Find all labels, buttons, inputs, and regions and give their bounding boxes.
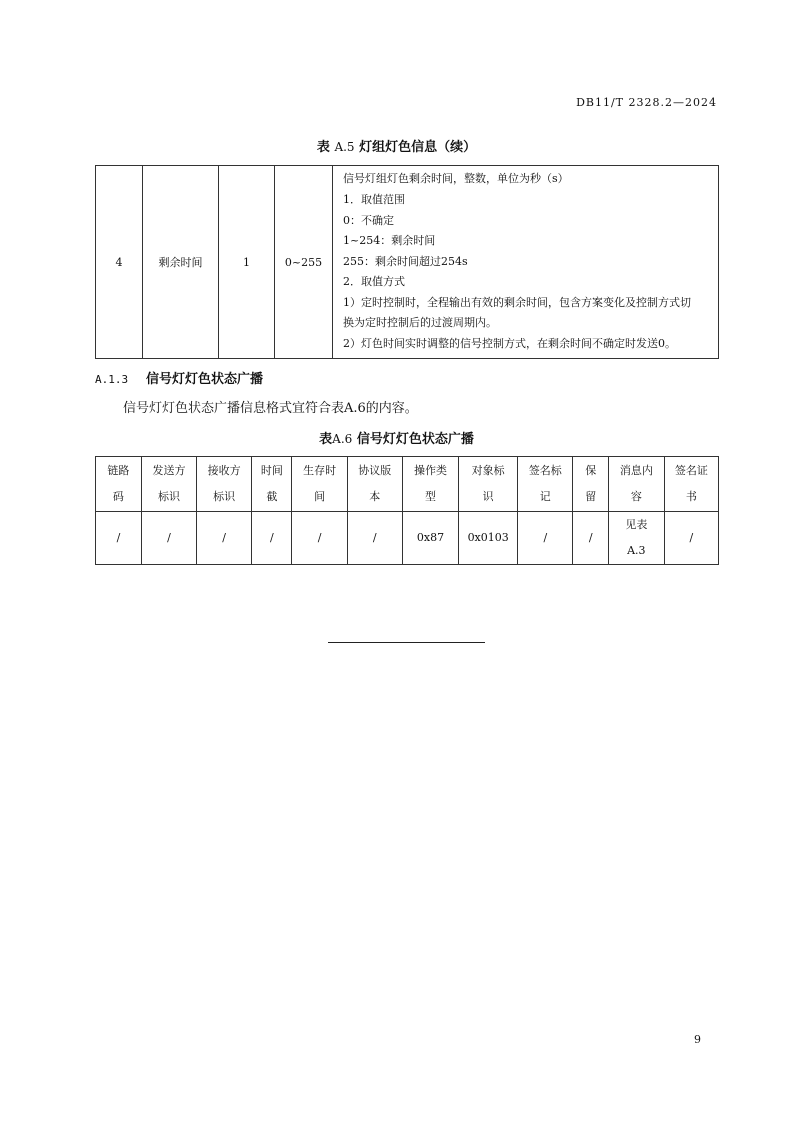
table-row: [96, 512, 719, 565]
value-cell: [252, 512, 292, 565]
header-cell-line: 操作类: [413, 464, 447, 477]
section-title: 信号灯灯色状态广播: [145, 372, 263, 387]
value-cell-line: /: [543, 531, 548, 544]
header-cell: [459, 457, 518, 512]
header-cell-line: 签名证: [674, 464, 708, 477]
desc-line: 255：剩余时间超过254s: [343, 254, 468, 268]
value-cell-line: /: [372, 531, 377, 544]
value-cell-line: /: [270, 531, 274, 544]
header-cell-line: 时间: [260, 464, 283, 477]
cell-description: [333, 166, 719, 359]
header-cell-line: 对象标: [471, 464, 505, 477]
value-cell-line: 见表: [625, 518, 648, 531]
desc-line: 1．取值范围: [343, 192, 405, 206]
value-cell: [96, 512, 142, 565]
value-cell: [664, 512, 718, 565]
desc-line: 2．取值方式: [343, 275, 405, 289]
value-cell: [347, 512, 402, 565]
header-cell: [664, 457, 718, 512]
value-cell-line: 0x0103: [467, 531, 509, 544]
header-cell-line: 容: [630, 490, 642, 503]
page-number: 9: [694, 1033, 701, 1046]
desc-line: 2）灯色时间实时调整的信号控制方式，在剩余时间不确定时发送0。: [343, 337, 676, 351]
caption-number: A.5: [334, 140, 355, 154]
header-cell: [402, 457, 458, 512]
header-cell: [608, 457, 664, 512]
header-cell-line: 间: [314, 490, 326, 503]
caption-prefix: 表: [316, 140, 330, 155]
value-cell-line: 0x87: [416, 531, 445, 544]
value-cell: [141, 512, 196, 565]
value-cell-line: /: [116, 531, 121, 544]
desc-line: 信号灯组灯色剩余时间，整数，单位为秒（s）: [343, 172, 569, 186]
value-cell: [518, 512, 573, 565]
header-cell: [96, 457, 142, 512]
cell-length: 1: [219, 166, 275, 359]
section-heading: [95, 368, 263, 387]
header-cell-line: 留: [585, 490, 597, 503]
desc-line: 0：不确定: [343, 213, 394, 227]
header-cell-line: 码: [112, 490, 124, 503]
value-cell-line: /: [588, 531, 593, 544]
value-cell: [292, 512, 347, 565]
caption-prefix: 表: [319, 432, 333, 447]
header-cell-line: 书: [685, 490, 697, 503]
header-cell: [573, 457, 609, 512]
table-row: [96, 166, 719, 359]
header-cell-line: 发送方: [152, 464, 186, 477]
value-cell-line: A.3: [627, 544, 646, 557]
desc-line: 1）定时控制时，全程输出有效的剩余时间，包含方案变化及控制方式切: [343, 295, 691, 309]
header-cell: [518, 457, 573, 512]
desc-line: 1~254：剩余时间: [343, 234, 436, 248]
value-cell: [573, 512, 609, 565]
header-cell-line: 协议版: [358, 464, 392, 477]
header-cell-line: 标识: [213, 490, 236, 503]
header-cell-line: 本: [369, 490, 381, 503]
header-cell-line: 标识: [157, 490, 180, 503]
table-a5-caption: [0, 136, 793, 155]
caption-number: A.6: [332, 432, 353, 446]
value-cell-line: /: [317, 531, 322, 544]
header-cell-line: 接收方: [207, 464, 241, 477]
value-cell: [459, 512, 518, 565]
caption-title: 信号灯灯色状态广播: [356, 432, 474, 447]
header-cell-line: 型: [424, 490, 436, 503]
header-cell-line: 识: [482, 490, 494, 503]
header-cell-line: 链路: [107, 464, 130, 477]
header-cell-line: 签名标: [528, 464, 562, 477]
table-a5: [95, 165, 719, 359]
value-cell-line: /: [167, 531, 171, 544]
caption-title: 灯组灯色信息（续）: [359, 140, 477, 155]
value-cell: [197, 512, 252, 565]
value-cell: [608, 512, 664, 565]
desc-line: 换为定时控制后的过渡周期内。: [343, 316, 497, 330]
header-cell: [292, 457, 347, 512]
table-a6-caption: [0, 428, 793, 447]
header-cell: [252, 457, 292, 512]
header-cell-line: 截: [266, 490, 278, 503]
cell-range: 0~255: [275, 166, 333, 359]
header-cell: [197, 457, 252, 512]
table-a6: [95, 456, 719, 565]
value-cell-line: /: [222, 531, 226, 544]
end-rule: [328, 642, 485, 643]
header-cell-line: 生存时: [303, 464, 337, 477]
section-number: A.1.3: [95, 373, 129, 386]
header-cell-line: 记: [539, 490, 551, 503]
cell-name: 剩余时间: [143, 166, 219, 359]
value-cell: [402, 512, 458, 565]
table-header-row: [96, 457, 719, 512]
header-cell-line: 保: [585, 464, 597, 477]
cell-index: 4: [96, 166, 143, 359]
header-cell-line: 消息内: [619, 464, 653, 477]
body-paragraph: 信号灯灯色状态广播信息格式宜符合表A.6的内容。: [123, 401, 418, 416]
document-code: DB11/T 2328.2—2024: [576, 96, 717, 109]
value-cell-line: /: [689, 531, 694, 544]
header-cell: [347, 457, 402, 512]
header-cell: [141, 457, 196, 512]
